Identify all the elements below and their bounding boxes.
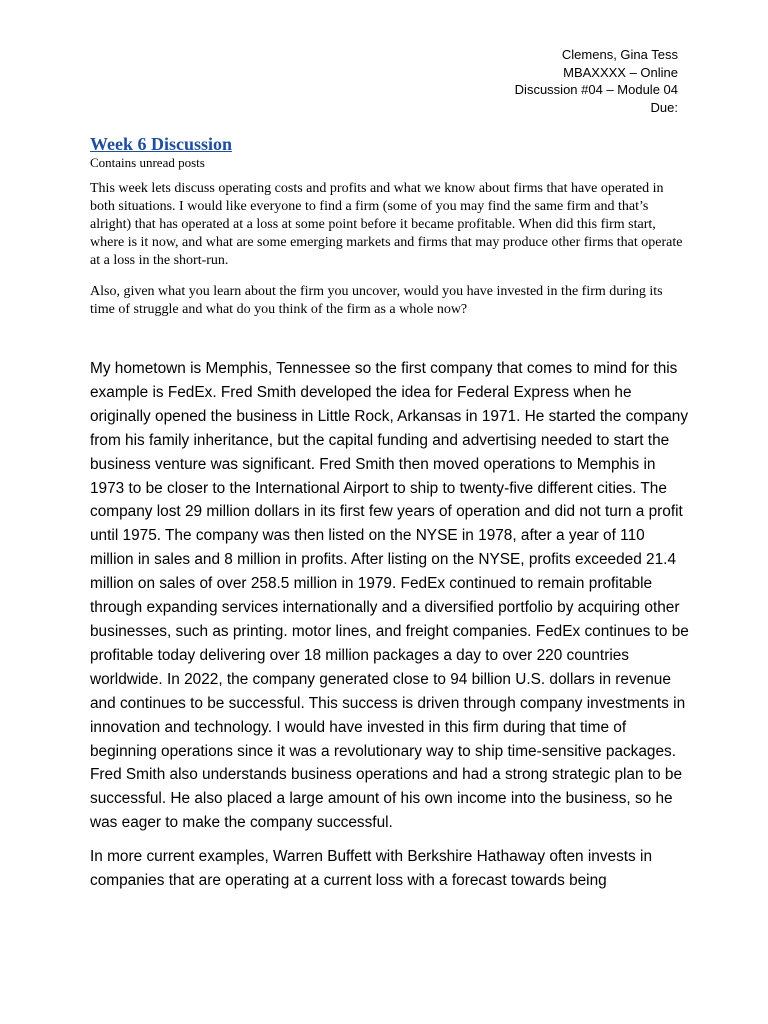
response-paragraph: In more current examples, Warren Buffett with Berkshire Hathaway often invests in companies that are operating at a current loss with a forecast towards being bbox=[90, 848, 652, 890]
author-name: Clemens, Gina Tess bbox=[561, 47, 678, 62]
response-body bbox=[90, 357, 690, 903]
header-block bbox=[515, 46, 678, 116]
discussion-title-link[interactable]: Week 6 Discussion bbox=[90, 134, 233, 154]
response-paragraph: My hometown is Memphis, Tennessee so the first company that comes to mind for this example is FedEx. Fred Smith developed the idea for Federal Express when he originally opened the business in Little Rock, Arkansas in 1971. He started the company from his family inheritance, but the capital funding and advertising needed to start the business venture was significant. Fred Smith then moved operations to Memphis in 1973 to be closer to the International Airport to ship to twenty-five different cities. The company lost 29 million dollars in its first few years of operation and did not turn a profit until 1975. The company was then listed on the NYSE in 1978, after a year of 110 million in sales and 8 million in profits. After listing on the NYSE, profits exceeded 21.4 million on sales of over 258.5 million in 1979. FedEx continued to remain profitable through expanding services internationally and a diversified portfolio by acquiring other businesses, such as printing. motor lines, and freight companies. FedEx continues to be profitable today delivering over 18 million packages a day to over 220 countries worldwide. In 2022, the company generated close to 94 billion U.S. dollars in revenue and continues to be successful. This success is driven through company investments in innovation and technology. I would have invested in this firm during that time of beginning operations since it was a revolutionary way to ship time-sensitive packages. Fred Smith also understands business operations and had a strong strategic plan to be successful. He also placed a large amount of his own income into the business, so he was eager to make the company successful. bbox=[90, 360, 689, 832]
course-code: MBAXXXX – Online bbox=[563, 64, 678, 80]
prompt-paragraph: This week lets discuss operating costs and profits and what we know about firms that have operated in both situations. I would like everyone to find a firm (some of you may find the same firm and that’s alright) that has operated at a loss at some point before it became profitable. When did this firm start, where is it now, and what are some emerging markets and firms that may produce other firms that operate at a loss in the short-run. bbox=[90, 181, 683, 268]
unread-status: Contains unread posts bbox=[90, 155, 205, 170]
prompt-paragraph: Also, given what you learn about the firm you uncover, would you have invested in the firm during its time of struggle and what do you think of the firm as a whole now? bbox=[90, 284, 663, 317]
discussion-prompt bbox=[90, 133, 690, 332]
due-label: Due: bbox=[650, 99, 678, 115]
assignment-label: Discussion #04 – Module 04 bbox=[514, 82, 678, 97]
